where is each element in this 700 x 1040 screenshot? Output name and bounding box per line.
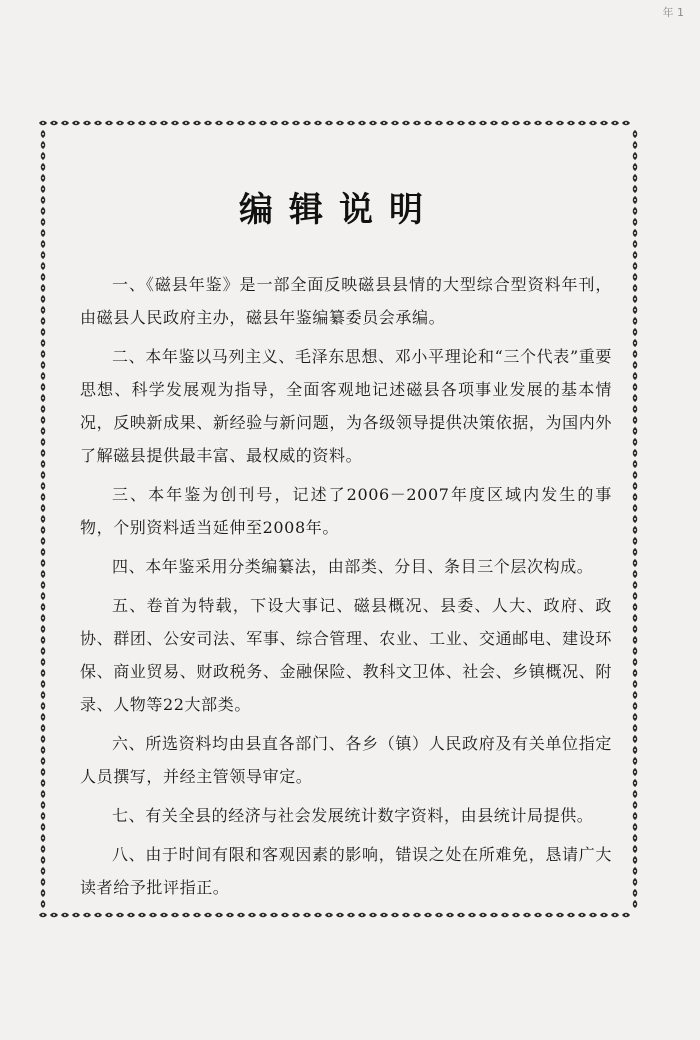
border-ornament — [633, 625, 638, 633]
border-ornament — [193, 913, 201, 918]
paragraph-6: 六、所选资料均由县直各部门、各乡（镇）人民政府及有关单位指定人员撰写，并经主管领导审定。 — [80, 734, 612, 786]
border-ornament — [41, 614, 46, 622]
border-ornament — [633, 856, 638, 864]
border-ornament — [600, 121, 608, 126]
border-ornament — [468, 121, 476, 126]
border-ornament — [512, 913, 520, 918]
border-ornament — [41, 350, 46, 358]
border-ornament — [633, 449, 638, 457]
border-ornament — [611, 913, 619, 918]
border-ornament — [41, 152, 46, 160]
border-ornament — [633, 581, 638, 589]
border-ornament — [534, 121, 542, 126]
border-ornament — [215, 121, 223, 126]
border-ornament — [83, 913, 91, 918]
border-ornament — [41, 889, 46, 897]
border-ornament — [41, 779, 46, 787]
border-ornament — [41, 878, 46, 886]
border-ornament — [41, 691, 46, 699]
border-ornament — [578, 121, 586, 126]
border-ornament — [633, 735, 638, 743]
border-ornament — [41, 867, 46, 875]
border-ornament — [633, 614, 638, 622]
border-ornament — [281, 121, 289, 126]
border-ornament — [633, 339, 638, 347]
border-ornament — [303, 121, 311, 126]
border-ornament — [41, 735, 46, 743]
border-ornament — [633, 790, 638, 798]
border-ornament — [369, 121, 377, 126]
border-ornament — [41, 372, 46, 380]
border-ornament — [633, 702, 638, 710]
border-ornament — [41, 658, 46, 666]
border-ornament — [413, 913, 421, 918]
border-ornament — [61, 913, 69, 918]
border-ornament — [41, 581, 46, 589]
border-ornament — [41, 383, 46, 391]
border-ornament — [127, 913, 135, 918]
border-ornament — [248, 913, 256, 918]
border-ornament — [512, 121, 520, 126]
border-ornament — [567, 913, 575, 918]
border-ornament — [633, 405, 638, 413]
border-ornament — [303, 913, 311, 918]
border-ornament — [41, 130, 46, 138]
border-ornament — [259, 913, 267, 918]
border-ornament — [41, 845, 46, 853]
border-ornament — [589, 121, 597, 126]
border-ornament — [633, 141, 638, 149]
border-ornament — [633, 515, 638, 523]
border-ornament — [633, 383, 638, 391]
border-ornament — [39, 913, 47, 918]
border-ornament — [567, 121, 575, 126]
border-ornament — [83, 121, 91, 126]
border-ornament — [545, 121, 553, 126]
border-ornament — [336, 913, 344, 918]
border-ornament — [41, 856, 46, 864]
border-ornament — [633, 559, 638, 567]
border-ornament — [94, 913, 102, 918]
border-ornament — [41, 537, 46, 545]
border-ornament — [633, 537, 638, 545]
border-ornament — [633, 834, 638, 842]
border-ornament — [94, 121, 102, 126]
border-ornament — [41, 482, 46, 490]
page-title: 编辑说明 — [239, 190, 439, 230]
border-ornament — [457, 913, 465, 918]
border-ornament — [41, 812, 46, 820]
border-ornament — [160, 913, 168, 918]
paragraph-3: 三、本年鉴为创刊号，记述了2006－2007年度区域内发生的事物，个别资料适当延伸至2008年。 — [80, 485, 612, 537]
border-ornament — [347, 913, 355, 918]
border-ornament — [237, 913, 245, 918]
border-ornament — [204, 913, 212, 918]
border-ornament — [633, 460, 638, 468]
border-ornament — [72, 913, 80, 918]
paragraph-4: 四、本年鉴采用分类编纂法，由部类、分目、条目三个层次构成。 — [112, 557, 594, 576]
border-ornament — [41, 669, 46, 677]
border-ornament — [633, 548, 638, 556]
border-ornament — [41, 262, 46, 270]
border-ornament — [41, 284, 46, 292]
border-ornament — [633, 240, 638, 248]
border-ornament — [633, 284, 638, 292]
border-ornament — [41, 713, 46, 721]
border-ornament — [215, 913, 223, 918]
border-ornament — [633, 328, 638, 336]
border-ornament — [237, 121, 245, 126]
border-ornament — [41, 680, 46, 688]
border-ornament — [358, 913, 366, 918]
border-ornament — [633, 130, 638, 138]
border-ornament — [270, 121, 278, 126]
border-ornament — [633, 251, 638, 259]
border-ornament — [50, 913, 58, 918]
border-ornament — [41, 416, 46, 424]
page-number: 年 1 — [662, 6, 684, 19]
border-ornament — [41, 636, 46, 644]
paragraph-1: 一、《磁县年鉴》是一部全面反映磁县县情的大型综合型资料年刊，由磁县人民政府主办，磁县年鉴编纂委员会承编。 — [80, 275, 612, 327]
border-ornament — [41, 724, 46, 732]
border-ornament — [633, 427, 638, 435]
border-ornament — [41, 702, 46, 710]
border-ornament — [435, 121, 443, 126]
body-text — [80, 268, 612, 910]
border-ornament — [501, 913, 509, 918]
border-ornament — [446, 913, 454, 918]
border-ornament — [633, 174, 638, 182]
border-ornament — [402, 913, 410, 918]
border-ornament — [314, 913, 322, 918]
border-ornament — [41, 834, 46, 842]
border-ornament — [545, 913, 553, 918]
border-ornament — [424, 121, 432, 126]
border-ornament — [149, 121, 157, 126]
border-ornament — [292, 913, 300, 918]
border-ornament — [314, 121, 322, 126]
border-ornament — [534, 913, 542, 918]
border-ornament — [171, 913, 179, 918]
border-ornament — [41, 361, 46, 369]
border-ornament — [41, 570, 46, 578]
border-ornament — [556, 913, 564, 918]
border-ornament — [41, 339, 46, 347]
border-ornament — [39, 121, 47, 126]
border-ornament — [41, 790, 46, 798]
border-ornament — [41, 471, 46, 479]
border-ornament — [457, 121, 465, 126]
border-ornament — [633, 757, 638, 765]
border-ornament — [325, 913, 333, 918]
border-ornament — [633, 570, 638, 578]
border-ornament — [611, 121, 619, 126]
border-ornament — [633, 801, 638, 809]
border-ornament — [633, 867, 638, 875]
border-ornament — [633, 889, 638, 897]
border-ornament — [633, 878, 638, 886]
border-ornament — [226, 121, 234, 126]
border-ornament — [41, 174, 46, 182]
border-ornament — [41, 328, 46, 336]
border-ornament — [41, 306, 46, 314]
border-ornament — [479, 121, 487, 126]
border-ornament — [633, 317, 638, 325]
border-ornament — [41, 427, 46, 435]
border-ornament — [490, 121, 498, 126]
paragraph-7: 七、有关全县的经济与社会发展统计数字资料，由县统计局提供。 — [112, 806, 594, 825]
border-ornament — [41, 295, 46, 303]
border-ornament — [435, 913, 443, 918]
border-ornament — [226, 913, 234, 918]
border-ornament — [149, 913, 157, 918]
border-ornament — [633, 647, 638, 655]
border-ornament — [523, 121, 531, 126]
border-ornament — [41, 273, 46, 281]
border-ornament — [633, 295, 638, 303]
border-ornament — [41, 625, 46, 633]
border-ornament — [259, 121, 267, 126]
border-ornament — [41, 768, 46, 776]
border-ornament — [41, 394, 46, 402]
border-ornament — [41, 603, 46, 611]
border-ornament — [105, 121, 113, 126]
border-ornament — [633, 603, 638, 611]
border-ornament — [127, 121, 135, 126]
border-ornament — [633, 691, 638, 699]
border-ornament — [633, 636, 638, 644]
border-ornament — [633, 416, 638, 424]
border-ornament — [633, 262, 638, 270]
decorative-border-frame — [38, 118, 640, 920]
border-ornament — [182, 121, 190, 126]
border-ornament — [160, 121, 168, 126]
border-ornament — [193, 121, 201, 126]
border-ornament — [391, 913, 399, 918]
border-ornament — [138, 121, 146, 126]
border-ornament — [633, 669, 638, 677]
border-ornament — [633, 361, 638, 369]
border-ornament — [633, 372, 638, 380]
border-ornament — [633, 394, 638, 402]
border-ornament — [380, 913, 388, 918]
border-ornament — [633, 152, 638, 160]
border-ornament — [633, 471, 638, 479]
border-ornament — [633, 658, 638, 666]
border-ornament — [633, 438, 638, 446]
border-ornament — [182, 913, 190, 918]
border-ornament — [369, 913, 377, 918]
border-ornament — [138, 913, 146, 918]
border-ornament — [633, 504, 638, 512]
border-ornament — [424, 913, 432, 918]
border-ornament — [589, 913, 597, 918]
border-ornament — [116, 913, 124, 918]
border-ornament — [633, 306, 638, 314]
border-ornament — [633, 845, 638, 853]
border-ornament — [578, 913, 586, 918]
border-ornament — [41, 141, 46, 149]
border-ornament — [446, 121, 454, 126]
border-ornament — [41, 559, 46, 567]
paragraph-2: 二、本年鉴以马列主义、毛泽东思想、邓小平理论和“三个代表”重要思想、科学发展观为指导，全面客观地记述磁县各项事业发展的基本情况，反映新成果、新经验与新问题，为各级领导提供决策依据，为国内外了解磁县提供最丰富、最权威的资料。 — [80, 347, 612, 465]
border-ornament — [41, 504, 46, 512]
border-ornament — [41, 515, 46, 523]
border-ornament — [633, 768, 638, 776]
border-ornament — [622, 121, 630, 126]
border-ornament — [41, 449, 46, 457]
border-ornament — [41, 900, 46, 908]
border-ornament — [41, 801, 46, 809]
border-ornament — [633, 746, 638, 754]
border-ornament — [633, 493, 638, 501]
border-ornament — [41, 526, 46, 534]
border-ornament — [490, 913, 498, 918]
border-ornament — [633, 482, 638, 490]
border-ornament — [633, 713, 638, 721]
border-ornament — [41, 823, 46, 831]
paragraph-8: 八、由于时间有限和客观因素的影响，错误之处在所难免，恳请广大读者给予批评指正。 — [80, 845, 612, 897]
border-ornament — [633, 812, 638, 820]
border-ornament — [281, 913, 289, 918]
border-ornament — [41, 438, 46, 446]
border-ornament — [41, 317, 46, 325]
border-ornament — [622, 913, 630, 918]
border-ornament — [325, 121, 333, 126]
border-ornament — [633, 779, 638, 787]
border-ornament — [61, 121, 69, 126]
border-ornament — [347, 121, 355, 126]
border-ornament — [41, 647, 46, 655]
border-ornament — [402, 121, 410, 126]
border-ornament — [413, 121, 421, 126]
border-ornament — [391, 121, 399, 126]
border-ornament — [171, 121, 179, 126]
border-ornament — [600, 913, 608, 918]
border-ornament — [204, 121, 212, 126]
border-ornament — [556, 121, 564, 126]
border-ornament — [41, 405, 46, 413]
border-ornament — [633, 680, 638, 688]
border-ornament — [633, 900, 638, 908]
border-ornament — [633, 273, 638, 281]
border-ornament — [292, 121, 300, 126]
border-ornament — [72, 121, 80, 126]
border-ornament — [501, 121, 509, 126]
paragraph-5: 五、卷首为特载，下设大事记、磁县概况、县委、人大、政府、政协、群团、公安司法、军事、综合管理、农业、工业、交通邮电、建设环保、商业贸易、财政税务、金融保险、教科文卫体、社会、乡镇概况、附录、人物等22大部类。 — [80, 596, 612, 714]
border-ornament — [336, 121, 344, 126]
border-ornament — [633, 592, 638, 600]
border-ornament — [41, 240, 46, 248]
border-ornament — [633, 526, 638, 534]
border-ornament — [41, 548, 46, 556]
border-ornament — [358, 121, 366, 126]
border-ornament — [105, 913, 113, 918]
border-ornament — [41, 251, 46, 259]
border-ornament — [41, 460, 46, 468]
border-ornament — [633, 823, 638, 831]
border-ornament — [41, 493, 46, 501]
border-ornament — [479, 913, 487, 918]
border-ornament — [50, 121, 58, 126]
border-ornament — [41, 757, 46, 765]
border-ornament — [248, 121, 256, 126]
border-ornament — [41, 163, 46, 171]
border-ornament — [633, 724, 638, 732]
border-ornament — [633, 163, 638, 171]
border-ornament — [41, 746, 46, 754]
border-ornament — [380, 121, 388, 126]
border-ornament — [633, 350, 638, 358]
border-ornament — [468, 913, 476, 918]
border-ornament — [41, 592, 46, 600]
border-ornament — [270, 913, 278, 918]
border-ornament — [523, 913, 531, 918]
border-ornament — [116, 121, 124, 126]
